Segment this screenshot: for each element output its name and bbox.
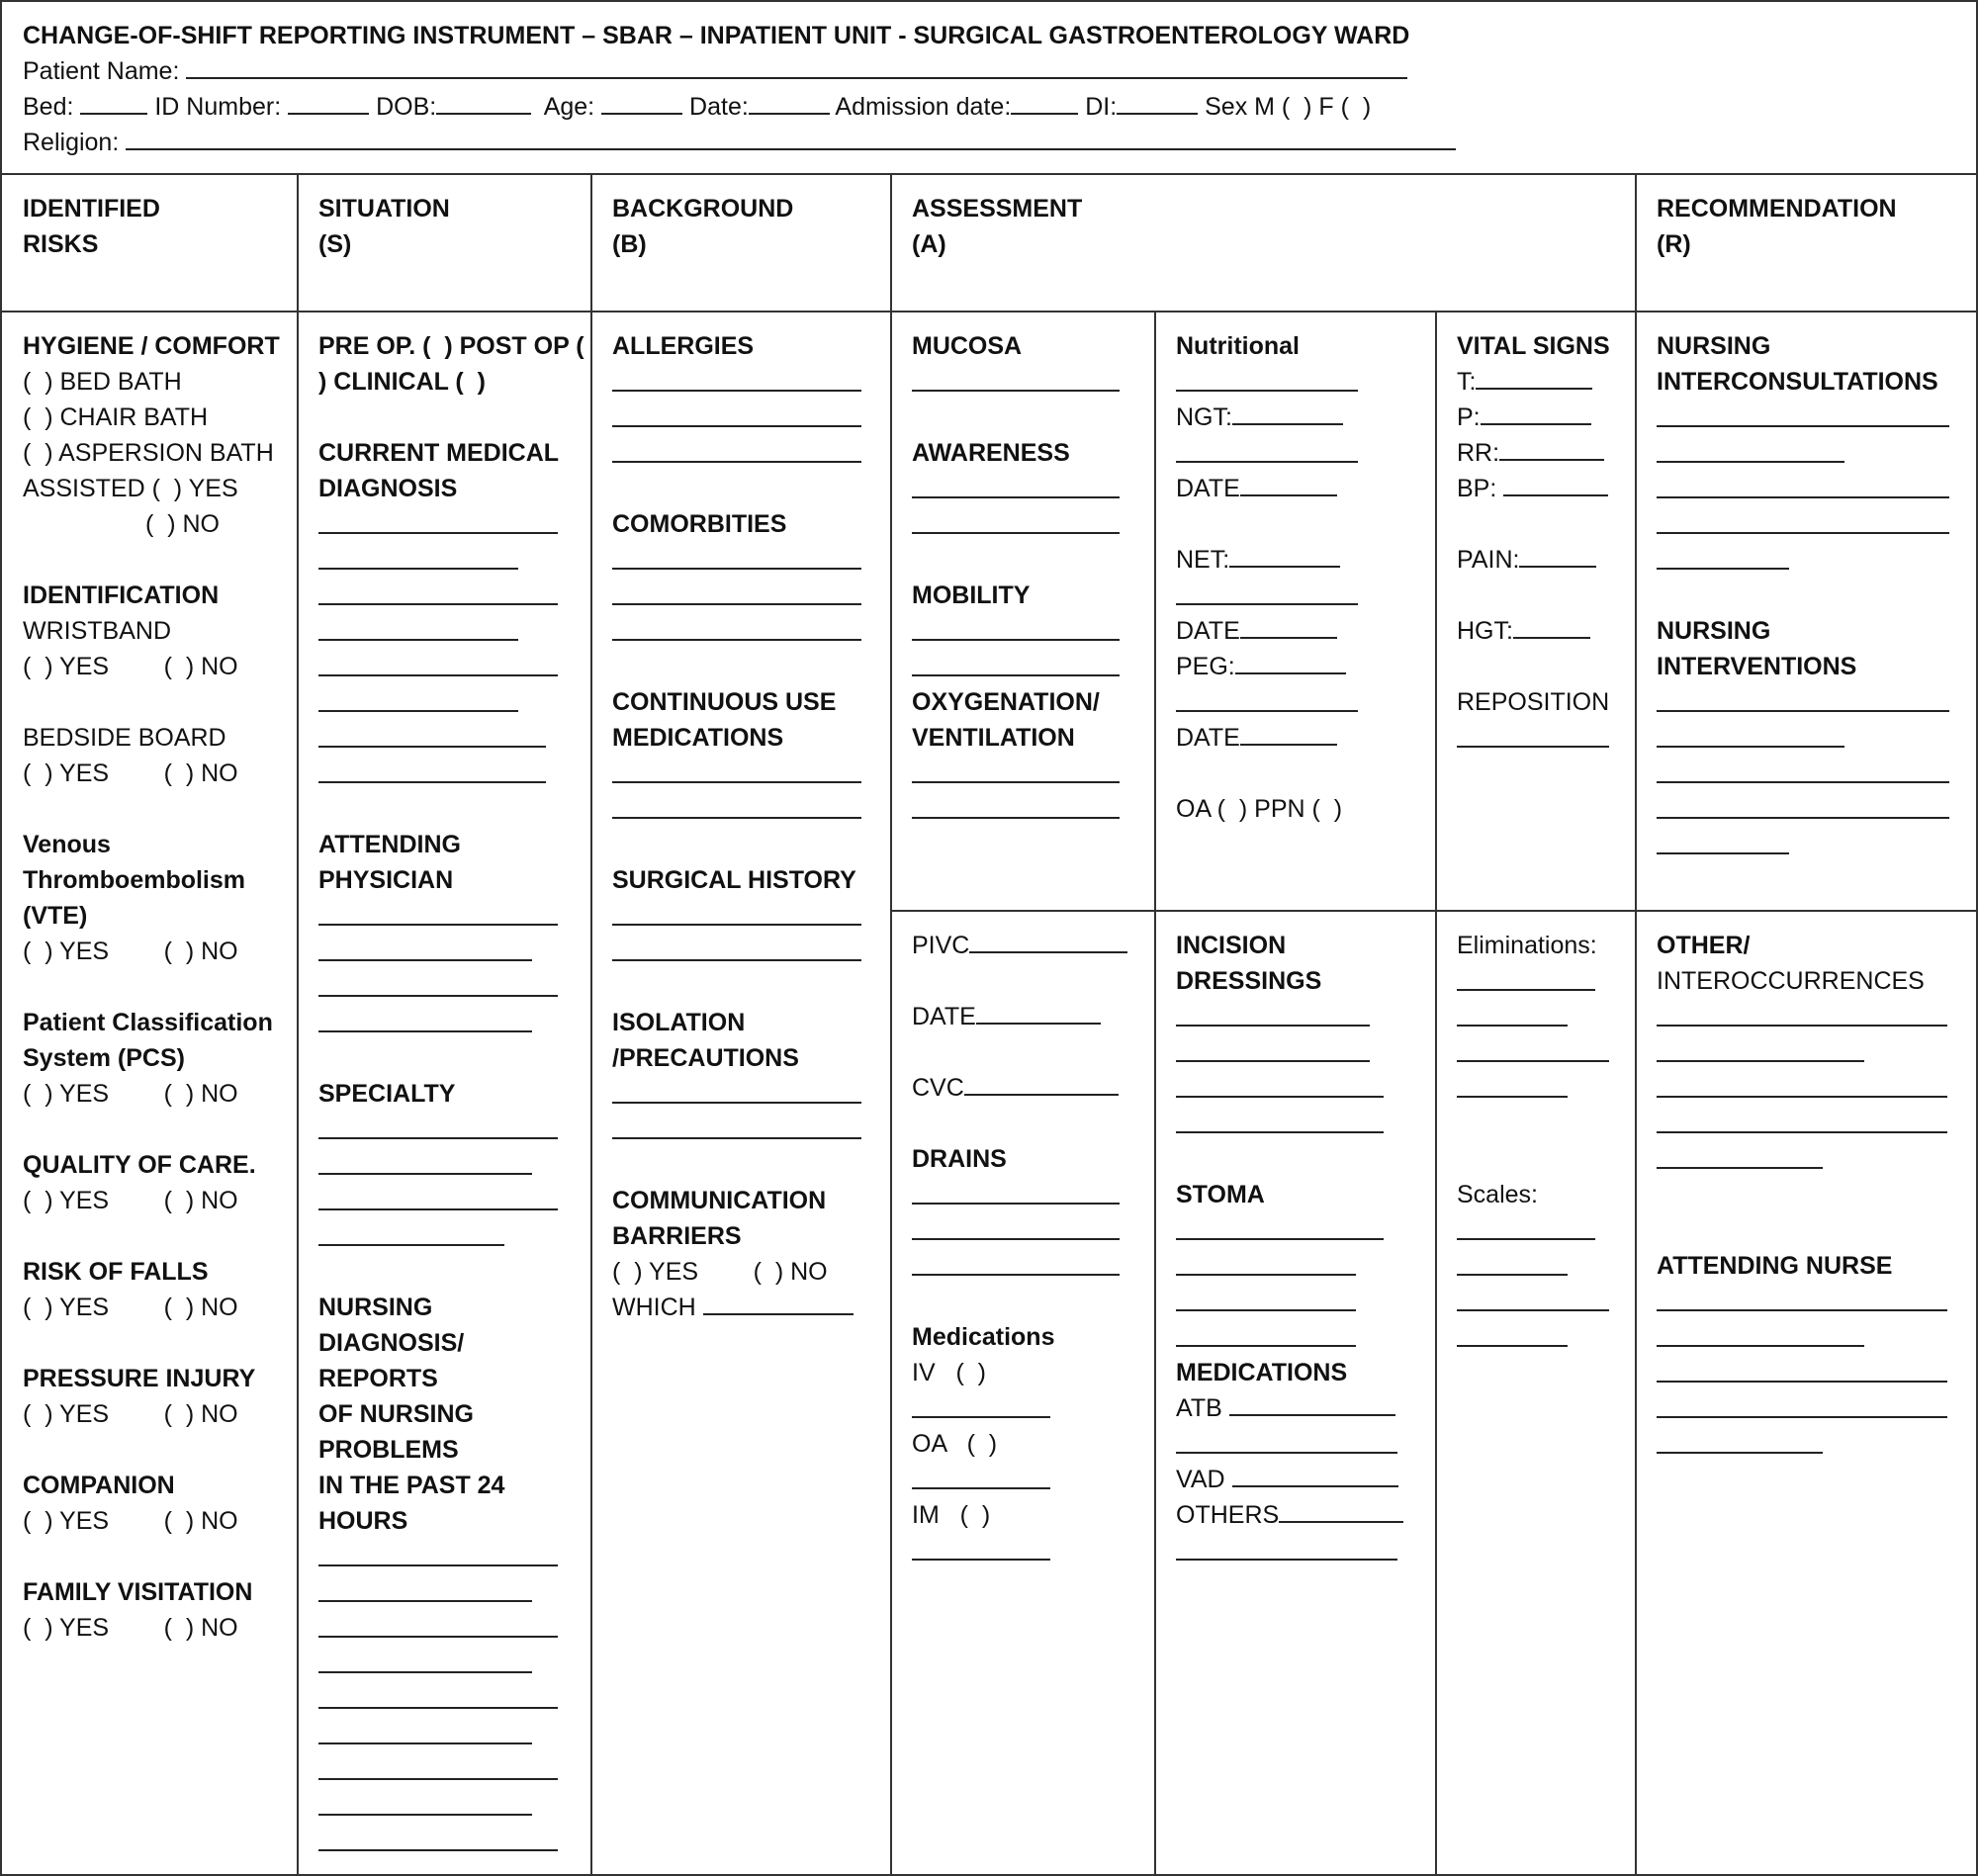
pivc-label: PIVC <box>912 932 970 959</box>
id-number-label: ID Number: <box>154 93 282 121</box>
diagnosis-line[interactable] <box>318 613 585 649</box>
divider-background <box>890 173 892 1876</box>
hgt-row <box>1457 613 1630 649</box>
assessment-col2-bottom <box>1176 928 1428 1568</box>
ngt-date-field[interactable] <box>1240 473 1337 496</box>
peg-date-field[interactable] <box>1240 722 1337 746</box>
eliminations-line[interactable] <box>1457 1070 1630 1106</box>
others-field[interactable] <box>1279 1499 1403 1523</box>
isolation-line[interactable] <box>612 1076 879 1112</box>
recommendation-column <box>1657 328 1973 862</box>
peg-date-row <box>1176 720 1428 756</box>
companion-heading: COMPANION <box>23 1472 175 1499</box>
wristband-yes-no[interactable]: ( ) YES ( ) NO <box>23 653 238 680</box>
nursing-diagnosis-line[interactable] <box>318 1752 585 1788</box>
rr-field[interactable] <box>1499 437 1604 461</box>
interventions-line[interactable] <box>1657 720 1973 756</box>
bed-field[interactable] <box>80 91 147 115</box>
diagnosis-line[interactable] <box>318 542 585 578</box>
age-label: Age: <box>543 93 595 121</box>
eliminations-line[interactable] <box>1457 1034 1630 1070</box>
net-label: NET: <box>1176 546 1230 574</box>
religion-row <box>23 125 1456 160</box>
peg-line[interactable] <box>1176 684 1428 720</box>
incision-dressings-heading: INCISION DRESSINGS <box>1176 932 1322 995</box>
iv-line[interactable] <box>912 1390 1149 1426</box>
hgt-label: HGT: <box>1457 617 1513 645</box>
mobility-line[interactable] <box>912 649 1149 684</box>
net-line[interactable] <box>1176 578 1428 613</box>
t-label: T: <box>1457 368 1477 396</box>
patient-name-field[interactable] <box>186 55 1407 79</box>
divider-assessment-1 <box>1154 311 1156 1876</box>
diagnosis-line[interactable] <box>318 720 585 756</box>
t-field[interactable] <box>1476 366 1592 390</box>
atb-line[interactable] <box>1176 1426 1428 1462</box>
surgical-history-line[interactable] <box>612 898 879 934</box>
diagnosis-line[interactable] <box>318 578 585 613</box>
pcs-yes-no[interactable]: ( ) YES ( ) NO <box>23 1080 238 1108</box>
communication-barriers-heading: COMMUNICATION BARRIERS <box>612 1187 827 1250</box>
incision-line[interactable] <box>1176 1034 1428 1070</box>
stoma-line[interactable] <box>1176 1284 1428 1319</box>
pivc-row <box>912 928 1149 963</box>
quality-of-care-heading: QUALITY OF CARE. <box>23 1151 256 1179</box>
attending-nurse-line[interactable] <box>1657 1284 1973 1319</box>
hygiene-heading: HYGIENE / COMFORT <box>23 332 280 360</box>
column-header-background: BACKGROUND (B) <box>612 195 794 258</box>
column-header-situation: SITUATION (S) <box>318 195 450 258</box>
companion-yes-no[interactable]: ( ) YES ( ) NO <box>23 1507 238 1535</box>
di-label: DI: <box>1085 93 1118 121</box>
cvc-field[interactable] <box>964 1072 1119 1096</box>
incision-line[interactable] <box>1176 1106 1428 1141</box>
oa-option[interactable]: OA ( ) <box>912 1430 998 1458</box>
allergies-line[interactable] <box>612 364 879 400</box>
risks-column <box>23 328 290 1646</box>
divider-risks <box>297 173 299 1876</box>
specialty-line[interactable] <box>318 1147 585 1183</box>
specialty-heading: SPECIALTY <box>318 1080 456 1108</box>
assessment-col2-top <box>1176 328 1428 827</box>
quality-yes-no[interactable]: ( ) YES ( ) NO <box>23 1187 238 1214</box>
comorbities-line[interactable] <box>612 578 879 613</box>
ngt-row <box>1176 400 1428 435</box>
vad-label: VAD <box>1176 1466 1225 1493</box>
interconsultations-line[interactable] <box>1657 435 1973 471</box>
cvc-label: CVC <box>912 1074 964 1102</box>
interventions-line[interactable] <box>1657 791 1973 827</box>
nursing-diagnosis-line[interactable] <box>318 1539 585 1574</box>
stoma-heading: STOMA <box>1176 1181 1265 1208</box>
reposition-label: REPOSITION <box>1457 688 1610 716</box>
comorbities-line[interactable] <box>612 542 879 578</box>
attending-physician-heading: ATTENDING PHYSICIAN <box>318 831 461 894</box>
peg-row <box>1176 649 1428 684</box>
iv-option[interactable]: IV ( ) <box>912 1359 986 1386</box>
rr-row <box>1457 435 1630 471</box>
drains-heading: DRAINS <box>912 1145 1007 1173</box>
pre-post-op-options[interactable]: PRE OP. ( ) POST OP ( ) CLINICAL ( ) <box>318 332 584 396</box>
interventions-line[interactable] <box>1657 827 1973 862</box>
family-yes-no[interactable]: ( ) YES ( ) NO <box>23 1614 238 1642</box>
ngt-date-row <box>1176 471 1428 506</box>
assessment-col3-bottom <box>1457 928 1630 1355</box>
date-label: DATE <box>912 1003 976 1030</box>
pivc-date-field[interactable] <box>976 1001 1101 1025</box>
assessment-row-divider <box>890 910 1978 912</box>
eliminations-line[interactable] <box>1457 963 1630 999</box>
frame-left <box>0 0 2 1876</box>
interoccurrences-line[interactable] <box>1657 1070 1973 1106</box>
rr-label: RR: <box>1457 439 1500 467</box>
communication-yes-no[interactable]: ( ) YES ( ) NO <box>612 1258 828 1286</box>
date-label: Date: <box>689 93 749 121</box>
physician-line[interactable] <box>318 934 585 969</box>
pcs-heading: Patient Classification System (PCS) <box>23 1009 273 1072</box>
p-row <box>1457 400 1630 435</box>
dob-label: DOB: <box>376 93 437 121</box>
divider-situation <box>590 173 592 1876</box>
vte-yes-no[interactable]: ( ) YES ( ) NO <box>23 938 238 965</box>
other-heading: OTHER/ <box>1657 932 1751 959</box>
drains-line[interactable] <box>912 1177 1149 1212</box>
t-row <box>1457 364 1630 400</box>
physician-line[interactable] <box>318 898 585 934</box>
date-label: DATE <box>1176 617 1240 645</box>
scales-line[interactable] <box>1457 1212 1630 1248</box>
continuous-medications-line[interactable] <box>612 756 879 791</box>
bedside-board-yes-no[interactable]: ( ) YES ( ) NO <box>23 759 238 787</box>
aspersion-bath-option[interactable]: ( ) ASPERSION BATH <box>23 439 274 467</box>
assisted-no-option[interactable]: ( ) NO <box>145 510 220 538</box>
nursing-diagnosis-line[interactable] <box>318 1681 585 1717</box>
column-header-recommendation: RECOMMENDATION (R) <box>1657 195 1897 258</box>
p-field[interactable] <box>1481 402 1591 425</box>
interconsultations-line[interactable] <box>1657 400 1973 435</box>
dob-field[interactable] <box>436 91 531 115</box>
diagnosis-line[interactable] <box>318 684 585 720</box>
nursing-diagnosis-line[interactable] <box>318 1610 585 1646</box>
interoccurrences-line[interactable] <box>1657 1034 1973 1070</box>
others-line[interactable] <box>1176 1533 1428 1568</box>
reposition-line[interactable] <box>1457 720 1630 756</box>
continuous-medications-line[interactable] <box>612 791 879 827</box>
background-column <box>612 328 879 1325</box>
pain-row <box>1457 542 1630 578</box>
pain-label: PAIN: <box>1457 546 1520 574</box>
nursing-diagnosis-line[interactable] <box>318 1788 585 1824</box>
nursing-diagnosis-line[interactable] <box>318 1717 585 1752</box>
divider-assessment <box>1635 173 1637 1876</box>
interventions-heading: NURSING INTERVENTIONS <box>1657 617 1857 680</box>
scales-line[interactable] <box>1457 1248 1630 1284</box>
wristband-label: WRISTBAND <box>23 617 171 645</box>
pain-field[interactable] <box>1519 544 1596 568</box>
atb-field[interactable] <box>1229 1392 1395 1416</box>
nursing-diagnosis-line[interactable] <box>318 1574 585 1610</box>
attending-nurse-line[interactable] <box>1657 1319 1973 1355</box>
di-field[interactable] <box>1117 91 1198 115</box>
nursing-diagnosis-line[interactable] <box>318 1824 585 1859</box>
oxygenation-line[interactable] <box>912 756 1149 791</box>
specialty-line[interactable] <box>318 1183 585 1218</box>
surgical-history-line[interactable] <box>612 934 879 969</box>
stoma-line[interactable] <box>1176 1319 1428 1355</box>
eliminations-label: Eliminations: <box>1457 932 1597 959</box>
im-option[interactable]: IM ( ) <box>912 1501 991 1529</box>
pressure-injury-heading: PRESSURE INJURY <box>23 1365 256 1392</box>
ngt-line[interactable] <box>1176 435 1428 471</box>
mobility-heading: MOBILITY <box>912 581 1031 609</box>
interconsultations-line[interactable] <box>1657 506 1973 542</box>
column-header-assessment: ASSESSMENT (A) <box>912 195 1083 258</box>
hgt-field[interactable] <box>1513 615 1590 639</box>
interconsultations-heading: NURSING INTERCONSULTATIONS <box>1657 332 1938 396</box>
date-label: DATE <box>1176 724 1240 752</box>
bed-label: Bed: <box>23 93 74 121</box>
pivc-field[interactable] <box>969 930 1127 953</box>
eliminations-line[interactable] <box>1457 999 1630 1034</box>
patient-name-label: Patient Name: <box>23 57 180 85</box>
identification-heading: IDENTIFICATION <box>23 581 220 609</box>
pressure-yes-no[interactable]: ( ) YES ( ) NO <box>23 1400 238 1428</box>
oa-ppn-options[interactable]: OA ( ) PPN ( ) <box>1176 795 1343 823</box>
net-date-field[interactable] <box>1240 615 1337 639</box>
vad-field[interactable] <box>1232 1464 1398 1487</box>
admission-date-label: Admission date: <box>835 93 1012 121</box>
net-date-row <box>1176 613 1428 649</box>
vte-heading: Venous Thromboembolism (VTE) <box>23 831 246 930</box>
incision-line[interactable] <box>1176 1070 1428 1106</box>
atb-row <box>1176 1390 1428 1426</box>
specialty-line[interactable] <box>318 1112 585 1147</box>
vital-signs-heading: VITAL SIGNS <box>1457 332 1610 360</box>
pivc-date-row <box>912 999 1149 1034</box>
physician-line[interactable] <box>318 969 585 1005</box>
allergies-line[interactable] <box>612 400 879 435</box>
assessment-col1-top <box>912 328 1149 827</box>
bed-bath-option[interactable]: ( ) BED BATH <box>23 368 182 396</box>
drains-line[interactable] <box>912 1212 1149 1248</box>
awareness-line[interactable] <box>912 471 1149 506</box>
interventions-line[interactable] <box>1657 756 1973 791</box>
interoccurrences-line[interactable] <box>1657 1141 1973 1177</box>
frame-top <box>0 0 1978 2</box>
age-field[interactable] <box>601 91 682 115</box>
assisted-yes-option[interactable]: ASSISTED ( ) YES <box>23 475 238 502</box>
awareness-heading: AWARENESS <box>912 439 1070 467</box>
sex-options[interactable]: Sex M ( ) F ( ) <box>1205 93 1372 121</box>
awareness-line[interactable] <box>912 506 1149 542</box>
im-line[interactable] <box>912 1533 1149 1568</box>
stoma-line[interactable] <box>1176 1248 1428 1284</box>
situation-column <box>318 328 585 1859</box>
vad-row <box>1176 1462 1428 1497</box>
attending-nurse-line[interactable] <box>1657 1426 1973 1462</box>
diagnosis-line[interactable] <box>318 506 585 542</box>
bp-label: BP: <box>1457 475 1497 502</box>
attending-nurse-heading: ATTENDING NURSE <box>1657 1252 1893 1280</box>
others-row <box>1176 1497 1428 1533</box>
patient-details-row <box>23 89 1371 125</box>
net-field[interactable] <box>1229 544 1340 568</box>
recommendation-column-bottom <box>1657 928 1973 1462</box>
ngt-label: NGT: <box>1176 403 1232 431</box>
comorbities-heading: COMORBITIES <box>612 510 787 538</box>
p-label: P: <box>1457 403 1481 431</box>
medical-diagnosis-heading: CURRENT MEDICAL DIAGNOSIS <box>318 439 560 502</box>
interoccurrences-label: INTEROCCURRENCES <box>1657 967 1925 995</box>
patient-name-row <box>23 53 1407 89</box>
assessment-col1-bottom <box>912 928 1149 1568</box>
religion-label: Religion: <box>23 129 120 156</box>
diagnosis-line[interactable] <box>318 756 585 791</box>
oa-line[interactable] <box>912 1462 1149 1497</box>
peg-label: PEG: <box>1176 653 1235 680</box>
nutritional-heading: Nutritional <box>1176 332 1300 360</box>
mobility-line[interactable] <box>912 613 1149 649</box>
incision-line[interactable] <box>1176 999 1428 1034</box>
form-title: CHANGE-OF-SHIFT REPORTING INSTRUMENT – SBAR – INPATIENT UNIT - SURGICAL GASTROENTEROLOGY WARD <box>23 22 1410 49</box>
bp-field[interactable] <box>1503 473 1608 496</box>
bedside-board-label: BEDSIDE BOARD <box>23 724 226 752</box>
interconsultations-line[interactable] <box>1657 471 1973 506</box>
date-label: DATE <box>1176 475 1240 502</box>
medications2-heading: MEDICATIONS <box>1176 1359 1348 1386</box>
interoccurrences-line[interactable] <box>1657 1106 1973 1141</box>
divider-assessment-2 <box>1435 311 1437 1876</box>
attending-nurse-line[interactable] <box>1657 1355 1973 1390</box>
assessment-col3-top <box>1457 328 1630 756</box>
family-visitation-heading: FAMILY VISITATION <box>23 1578 253 1606</box>
scales-label: Scales: <box>1457 1181 1538 1208</box>
religion-field[interactable] <box>126 127 1456 150</box>
diagnosis-line[interactable] <box>318 649 585 684</box>
isolation-line[interactable] <box>612 1112 879 1147</box>
cvc-row <box>912 1070 1149 1106</box>
nursing-diagnosis-line[interactable] <box>318 1646 585 1681</box>
allergies-heading: ALLERGIES <box>612 332 755 360</box>
specialty-line[interactable] <box>318 1218 585 1254</box>
physician-line[interactable] <box>318 1005 585 1040</box>
bp-row <box>1457 471 1630 506</box>
oxygenation-heading: OXYGENATION/ VENTILATION <box>912 688 1100 752</box>
oxygenation-line[interactable] <box>912 791 1149 827</box>
mucosa-heading: MUCOSA <box>912 332 1023 360</box>
chair-bath-option[interactable]: ( ) CHAIR BATH <box>23 403 209 431</box>
comorbities-line[interactable] <box>612 613 879 649</box>
isolation-heading: ISOLATION /PRECAUTIONS <box>612 1009 799 1072</box>
continuous-medications-heading: CONTINUOUS USE MEDICATIONS <box>612 688 837 752</box>
nutritional-line[interactable] <box>1176 364 1428 400</box>
ngt-field[interactable] <box>1232 402 1343 425</box>
medications-heading: Medications <box>912 1323 1055 1351</box>
atb-label: ATB <box>1176 1394 1222 1422</box>
interoccurrences-line[interactable] <box>1657 999 1973 1034</box>
mucosa-line[interactable] <box>912 364 1149 400</box>
nursing-diagnosis-heading: NURSING DIAGNOSIS/ REPORTS OF NURSING PROBLEMS IN THE PAST 24 HOURS <box>318 1294 505 1535</box>
surgical-history-heading: SURGICAL HISTORY <box>612 866 856 894</box>
scales-line[interactable] <box>1457 1284 1630 1319</box>
stoma-line[interactable] <box>1176 1212 1428 1248</box>
scales-line[interactable] <box>1457 1319 1630 1355</box>
column-header-risks: IDENTIFIED RISKS <box>23 195 160 258</box>
date-field[interactable] <box>749 91 830 115</box>
others-label: OTHERS <box>1176 1501 1280 1529</box>
falls-yes-no[interactable]: ( ) YES ( ) NO <box>23 1294 238 1321</box>
interconsultations-line[interactable] <box>1657 542 1973 578</box>
interventions-line[interactable] <box>1657 684 1973 720</box>
risk-of-falls-heading: RISK OF FALLS <box>23 1258 209 1286</box>
which-field[interactable] <box>703 1292 854 1315</box>
drains-line[interactable] <box>912 1248 1149 1284</box>
net-row <box>1176 542 1428 578</box>
id-number-field[interactable] <box>288 91 369 115</box>
which-row <box>612 1290 879 1325</box>
attending-nurse-line[interactable] <box>1657 1390 1973 1426</box>
admission-date-field[interactable] <box>1011 91 1078 115</box>
peg-field[interactable] <box>1235 651 1346 674</box>
allergies-line[interactable] <box>612 435 879 471</box>
which-label: WHICH <box>612 1294 696 1321</box>
